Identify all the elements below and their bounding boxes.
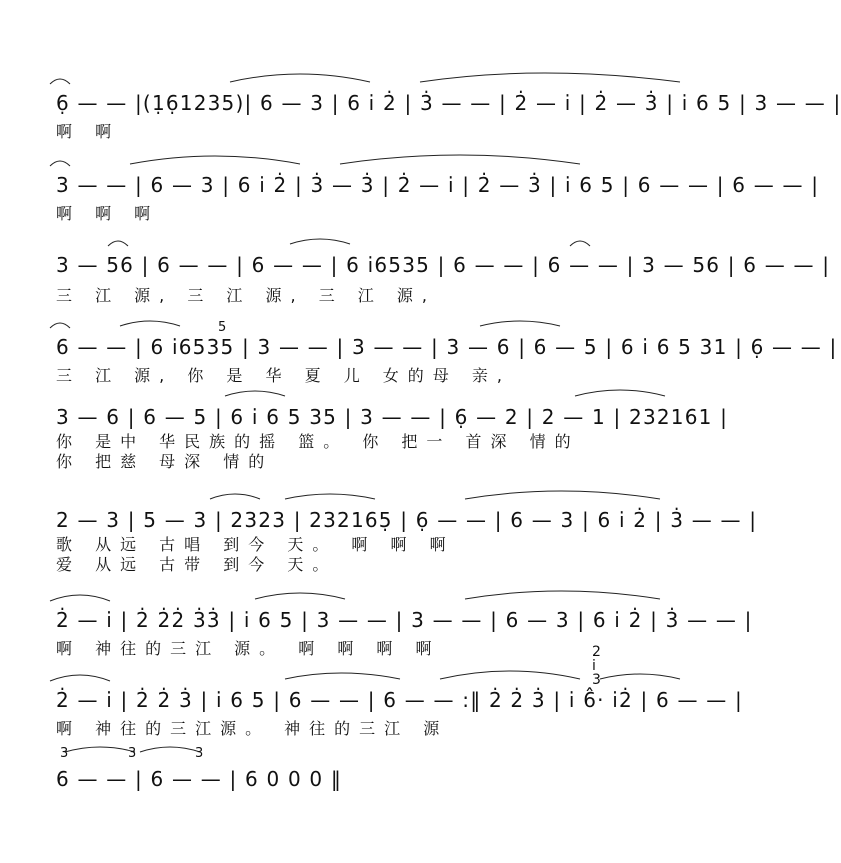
notation-line: 6̣ — — |(1̣6̣1235)| 6 — 3 | 6 i̇ 2̇ | 3̇ — — | 2̇ — i̇ | 2̇ — 3̇ | i̇ 6 5 | 3 — — | <box>56 91 841 115</box>
notation-line: 3 — 56 | 6 — — | 6 — — | 6 i̇6535 | 6 — — | 6 — — | 3 — 56 | 6 — — | <box>56 253 831 277</box>
volta-marker: 5 <box>218 320 227 335</box>
notation-line: 3 — 6 | 6 — 5 | 6 i̇ 6 5 35 | 3 — — | 6̣ — 2 | 2 — 1 | 232161 | <box>56 405 729 429</box>
ending-note-stack <box>592 645 601 687</box>
upper-voice-note-2: 3 <box>128 746 137 761</box>
lyric-line: 啊 神往的三江源。 神往的三江 源 <box>56 719 449 738</box>
lyric-line-2: 爱 从远 古带 到今 天。 <box>56 555 338 574</box>
lyric-line: 啊 啊 啊 <box>56 204 160 223</box>
upper-voice-note-3: 3 <box>195 746 204 761</box>
notation-line: 2̇ — i̇ | 2̇ 2̇2̇ 3̇3̇ | i̇ 6 5 | 3 — — | 3 — — | 6 — 3 | 6 i̇ 2̇ | 3̇ — — | <box>56 608 753 632</box>
notation-line: 2 — 3 | 5 — 3 | 2323 | 232165̣ | 6̣ — — | 6 — 3 | 6 i̇ 2̇ | 3̇ — — | <box>56 508 758 532</box>
upper-voice-note-1: 3 <box>60 746 69 761</box>
lyric-line: 三 江 源, 三 江 源, 三 江 源, <box>56 286 436 305</box>
lyric-line: 三 江 源, 你 是 华 夏 儿 女的母 亲, <box>56 366 511 385</box>
stack-note-mid: i <box>592 658 596 674</box>
stack-note-top: 2 <box>592 644 601 660</box>
lyric-line: 你 是中 华民族的摇 篮。 你 把一 首深 情的 <box>56 432 580 451</box>
notation-line: 2̇ — i̇ | 2̇ 2̇ 3̇ | i̇ 6 5 | 6 — — | 6 — — :‖ 2̇ 2̇ 3̇ | i̇ 6̂· i̇2̇ | 6 — — | <box>56 688 743 712</box>
lyric-line: 歌 从远 古唱 到今 天。 啊 啊 啊 <box>56 535 455 554</box>
notation-line: 6 — — | 6 — — | 6 0 0 0 ‖ <box>56 767 343 791</box>
lyric-line: 啊 啊 <box>56 122 121 141</box>
lyric-line: 啊 神往的三江 源。 啊 啊 啊 啊 <box>56 639 441 658</box>
notation-line: 6 — — | 6 i̇6535 | 3 — — | 3 — — | 3 — 6 | 6 — 5 | 6 i̇ 6 5 31 | 6̣ — — | <box>56 335 838 359</box>
stack-note-bottom: 3 <box>592 672 601 688</box>
lyric-line-2: 你 把慈 母深 情的 <box>56 452 274 471</box>
notation-line: 3 — — | 6 — 3 | 6 i̇ 2̇ | 3̇ — 3̇ | 2̇ — i̇ | 2̇ — 3̇ | i̇ 6 5 | 6 — — | 6 — — | <box>56 173 820 197</box>
